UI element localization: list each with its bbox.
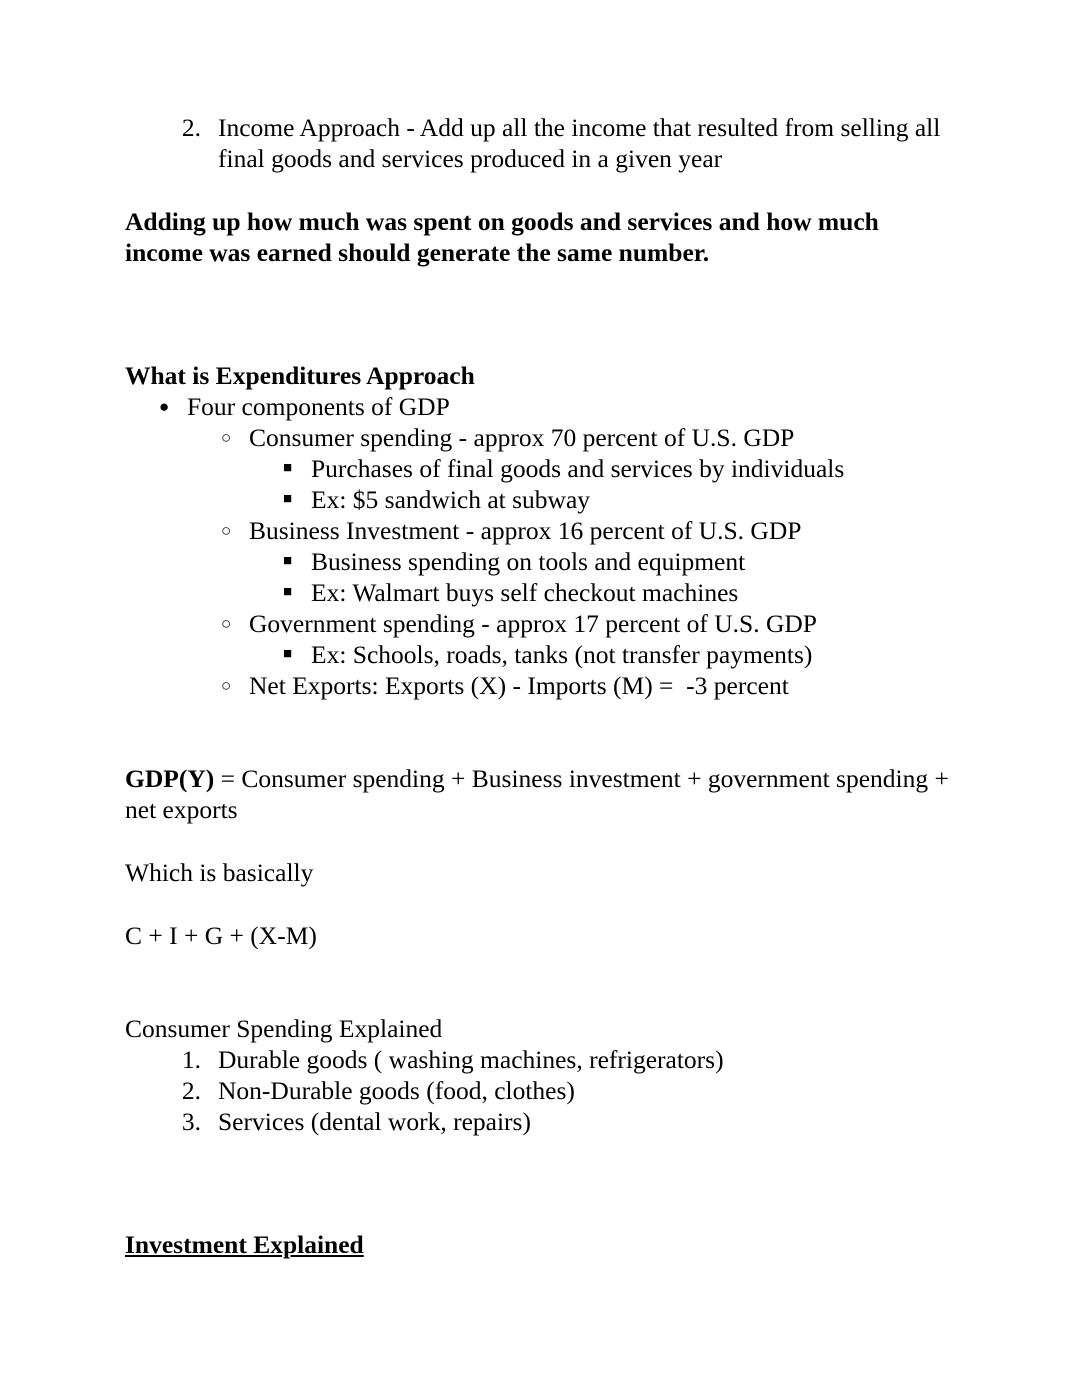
investment-heading-wrapper (125, 1229, 957, 1260)
list-item (187, 515, 957, 608)
spacer (125, 701, 957, 763)
document-body (125, 112, 957, 1260)
sub-list (249, 453, 957, 515)
list-item (155, 1075, 957, 1106)
list-item (125, 391, 957, 701)
consumer-spending-list (125, 1044, 957, 1137)
list-item (249, 639, 957, 670)
gdp-equation-text: = Consumer spending + Business investment + government spending + net exports (125, 764, 949, 824)
consumer-spending-heading: Consumer Spending Explained (125, 1014, 443, 1043)
list-marker: 1. (181, 1045, 201, 1074)
gdp-components-list (187, 422, 957, 701)
square-bullet-icon: ■ (283, 460, 293, 476)
list-item-text: Ex: Walmart buys self checkout machines (311, 578, 739, 607)
list-item (249, 546, 957, 577)
circle-bullet-icon: ○ (221, 614, 232, 633)
spacer (125, 268, 957, 360)
disc-bullet-icon: ● (159, 397, 170, 416)
list-item (249, 577, 957, 608)
spacer (125, 888, 957, 920)
list-marker: 3. (181, 1107, 201, 1136)
list-item-text: Government spending - approx 17 percent of U.S. GDP (249, 609, 817, 638)
bold-statement: Adding up how much was spent on goods and services and how much income was earned should generate the same number. (125, 207, 879, 267)
list-item (155, 1044, 957, 1075)
list-marker: 2. (181, 113, 201, 142)
shorthand-formula: C + I + G + (X-M) (125, 921, 317, 950)
income-approach-list (125, 112, 957, 174)
list-item (187, 670, 957, 701)
list-item (155, 1106, 957, 1137)
gdp-formula-paragraph (125, 763, 957, 825)
spacer (125, 951, 957, 1013)
list-item-text: Net Exports: Exports (X) - Imports (M) = -3 percent (249, 671, 789, 700)
circle-bullet-icon: ○ (221, 676, 232, 695)
list-item-text: Four components of GDP (187, 392, 450, 421)
sub-list (249, 639, 957, 670)
square-bullet-icon: ■ (283, 553, 293, 569)
list-item-text: Business Investment - approx 16 percent of U.S. GDP (249, 516, 802, 545)
expenditures-bullet-list (125, 391, 957, 701)
investment-heading: Investment Explained (125, 1230, 364, 1259)
circle-bullet-icon: ○ (221, 521, 232, 540)
spacer (125, 1137, 957, 1229)
list-item-text: Consumer spending - approx 70 percent of U.S. GDP (249, 423, 795, 452)
spacer (125, 825, 957, 857)
square-bullet-icon: ■ (283, 646, 293, 662)
which-is-basically-text: Which is basically (125, 858, 314, 887)
gdp-label: GDP(Y) (125, 764, 215, 793)
square-bullet-icon: ■ (283, 584, 293, 600)
sub-list (249, 546, 957, 608)
list-item (187, 422, 957, 515)
list-item-text: Income Approach - Add up all the income that resulted from selling all final goods and services produced in a given year (218, 113, 941, 173)
list-item-text: Durable goods ( washing machines, refrigerators) (218, 1045, 724, 1074)
list-item-text: Services (dental work, repairs) (218, 1107, 531, 1136)
list-item (155, 112, 957, 174)
list-item (249, 453, 957, 484)
list-item-text: Non-Durable goods (food, clothes) (218, 1076, 575, 1105)
list-item-text: Purchases of final goods and services by individuals (311, 454, 845, 483)
expenditures-heading: What is Expenditures Approach (125, 361, 475, 390)
list-item (249, 484, 957, 515)
list-item-text: Business spending on tools and equipment (311, 547, 746, 576)
circle-bullet-icon: ○ (221, 428, 232, 447)
spacer (125, 174, 957, 206)
list-item (187, 608, 957, 670)
list-item-text: Ex: $5 sandwich at subway (311, 485, 591, 514)
square-bullet-icon: ■ (283, 491, 293, 507)
list-item-text: Ex: Schools, roads, tanks (not transfer payments) (311, 640, 813, 669)
list-marker: 2. (181, 1076, 201, 1105)
